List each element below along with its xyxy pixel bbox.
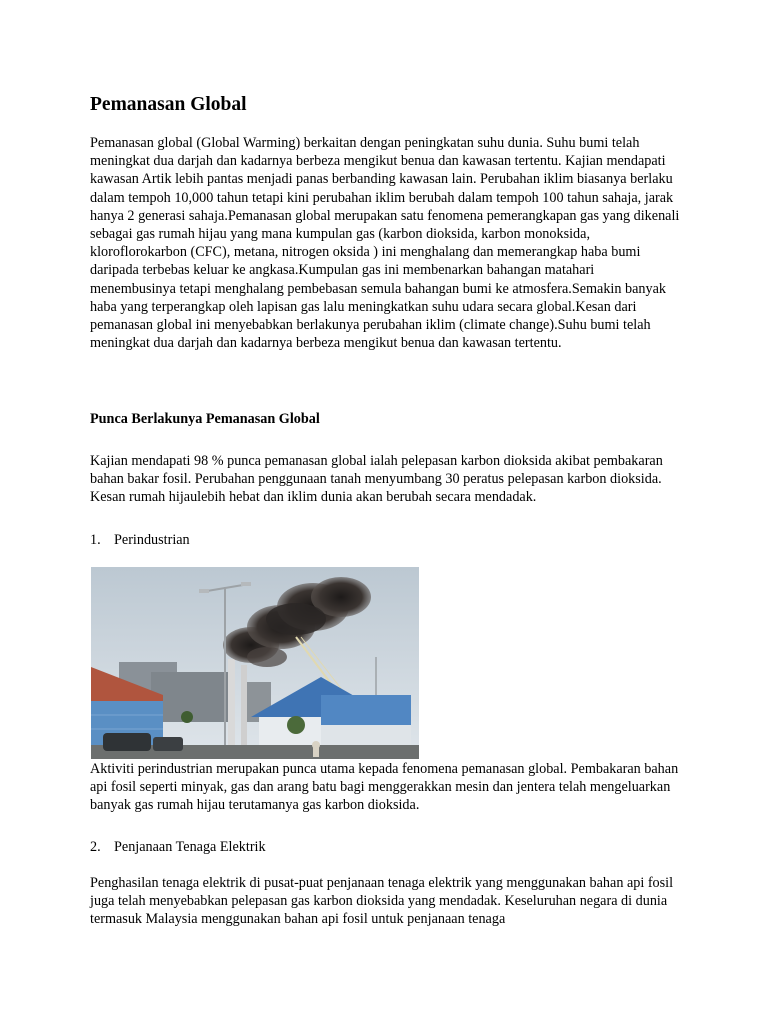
list-item-label: Perindustrian xyxy=(114,532,190,548)
list-item-perindustrian xyxy=(90,531,190,549)
list-item-number: 2. xyxy=(90,839,101,855)
intro-paragraph: Pemanasan global (Global Warming) berkaitan dengan peningkatan suhu dunia. Suhu bumi telah meningkat dua darjah dan kadarnya berbeza mengikut benua dan kawasan tertentu. Kajian mendapati kawasan Artik lebih pantas menjadi panas berbanding kawasan lain. Perubahan iklim biasanya berlaku dalam tempoh 10,000 tahun tetapi kini perubahan iklim berubah dalam tempoh 100 tahun sahaja, jarak hanya 2 generasi sahaja.Pemanasan global merupakan satu fenomena pemerangkapan gas yang dikenali sebagai gas rumah hijau yang mana kumpulan gas (karbon dioksida, karbon monoksida, kloroflorokarbon (CFC), metana, nitrogen oksida ) ini menghalang dan memerangkap haba bumi daripada terbebas keluar ke angkasa.Kumpulan gas ini membenarkan bahangan matahari menembusinya tetapi menghalang pembebasan semula bahangan bumi ke atmosfera.Semakin banyak haba yang terperangkap oleh lapisan gas lalu meningkatkan suhu udara secara global.Kesan dari pemanasan global ini menyebabkan berlakunya perubahan iklim (climate change).Suhu bumi telah meningkat dua darjah dan kadarnya berbeza mengikut benua dan kawasan tertentu. xyxy=(90,135,680,352)
industry-paragraph: Aktiviti perindustrian merupakan punca utama kepada fenomena pemanasan global. Pembakaran bahan api fosil seperti minyak, gas dan arang batu bagi menggerakkan mesin dan jentera telah mengeluarkan banyak gas rumah hijau terutamanya gas karbon dioksida. xyxy=(90,761,679,814)
section-heading: Punca Berlakunya Pemanasan Global xyxy=(90,411,320,427)
section-paragraph: Kajian mendapati 98 % punca pemanasan global ialah pelepasan karbon dioksida akibat pembakaran bahan bakar fosil. Perubahan penggunaan tanah menyumbang 30 peratus pelepasan karbon dioksida. Kesan rumah hijaulebih hebat dan iklim dunia akan berubah secara mendadak. xyxy=(90,453,663,506)
factory-smoke-photo xyxy=(91,567,419,759)
list-item-penjanaan xyxy=(90,838,266,856)
page-title: Pemanasan Global xyxy=(90,94,247,115)
list-item-label: Penjanaan Tenaga Elektrik xyxy=(114,839,266,855)
list-item-number: 1. xyxy=(90,532,101,548)
electricity-paragraph: Penghasilan tenaga elektrik di pusat-puat penjanaan tenaga elektrik yang menggunakan bahan api fosil juga telah menyebabkan pelepasan gas karbon dioksida yang mendadak. Keseluruhan negara di dunia termasuk Malaysia menggunakan bahan api fosil untuk penjanaan tenaga xyxy=(90,875,674,928)
